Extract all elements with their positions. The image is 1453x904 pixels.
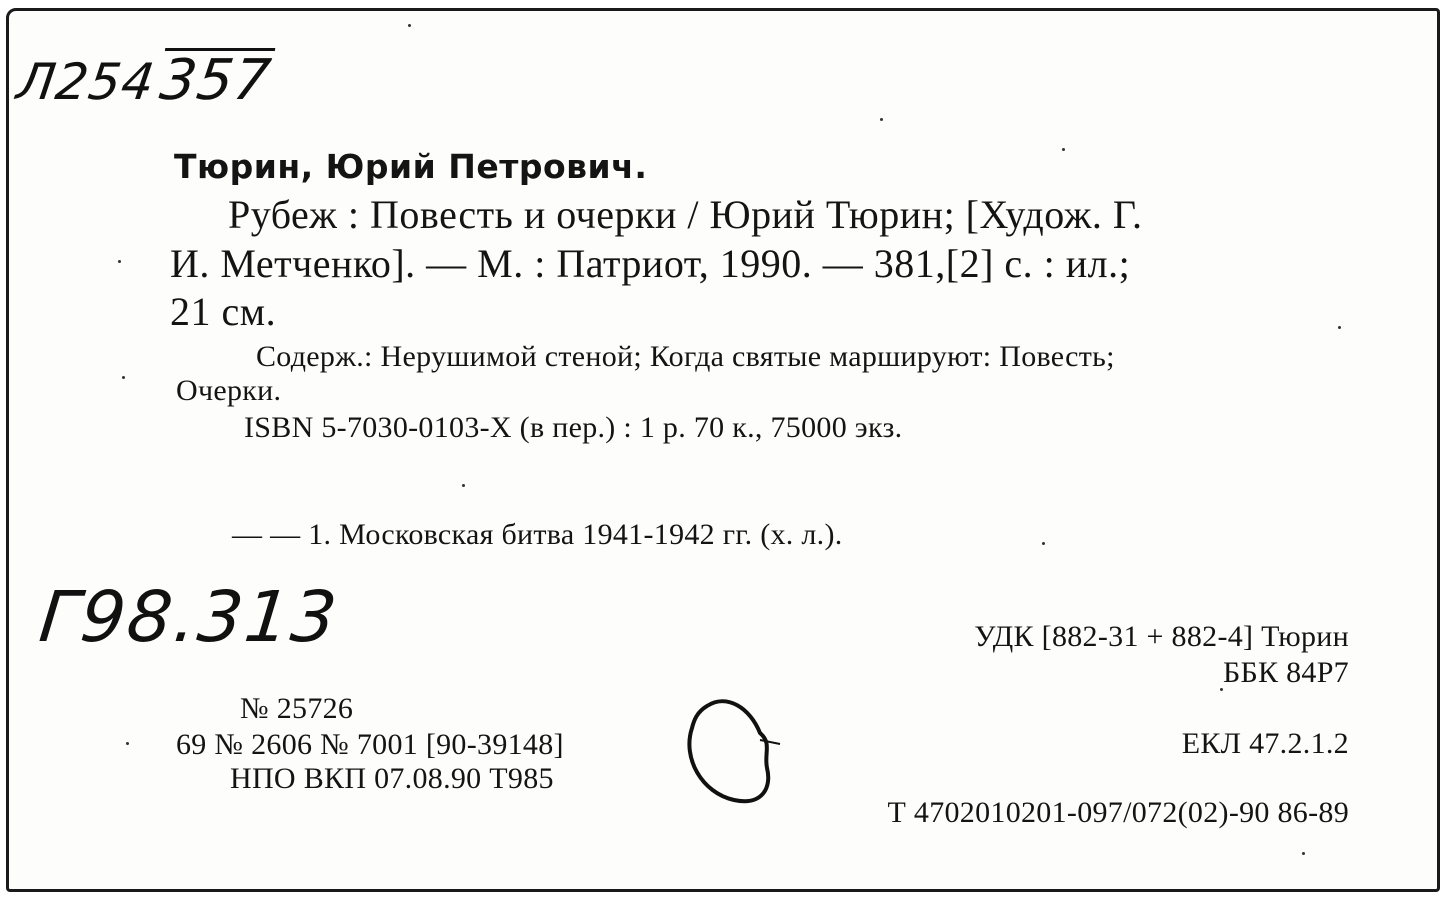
subject-heading: — — 1. Московская битва 1941-1942 гг. (х. л.). xyxy=(232,518,843,551)
speck xyxy=(1302,852,1305,855)
hand-drawn-loop-mark xyxy=(672,688,802,818)
speck xyxy=(1220,688,1223,691)
speck xyxy=(118,260,121,263)
title-line-1: Рубеж : Повесть и очерки / Юрий Тюрин; [Худож. Г. xyxy=(228,192,1143,237)
t-code: Т 4702010201-097/072(02)-90 86-89 xyxy=(887,796,1349,829)
handwritten-call-number xyxy=(13,48,276,113)
isbn-line: ISBN 5-7030-0103-X (в пер.) : 1 р. 70 к., 75000 экз. xyxy=(244,411,903,444)
author-heading: Тюрин, Юрий Петрович. xyxy=(174,147,648,186)
handwritten-shelf-mark: Г98.313 xyxy=(35,576,343,658)
bbk-code: ББК 84Р7 xyxy=(1222,656,1349,689)
contents-line-2: Очерки. xyxy=(176,374,282,407)
speck xyxy=(1338,326,1341,329)
title-line-2: И. Метченко]. — М. : Патриот, 1990. — 381,[2] с. : ил.; xyxy=(170,241,1131,286)
speck xyxy=(122,376,125,379)
speck xyxy=(1042,542,1045,545)
print-info-line-3: НПО ВКП 07.08.90 Т985 xyxy=(230,762,554,795)
speck xyxy=(1062,148,1065,151)
udk-code: УДК [882-31 + 882-4] Тюрин xyxy=(974,620,1349,653)
call-number-denominator: 357 xyxy=(156,48,276,113)
speck xyxy=(408,24,411,27)
contents-line-1: Содерж.: Нерушимой стеной; Когда святые маршируют: Повесть; xyxy=(256,340,1115,373)
print-info-line-2: 69 № 2606 № 7001 [90-39148] xyxy=(176,728,564,761)
title-line-3: 21 см. xyxy=(170,289,277,334)
speck xyxy=(126,742,129,745)
ekl-code: ЕКЛ 47.2.1.2 xyxy=(1181,727,1349,760)
speck xyxy=(462,484,465,487)
speck xyxy=(880,118,883,121)
call-number-prefix: Л254 xyxy=(13,53,159,111)
print-info-line-1: № 25726 xyxy=(240,692,354,725)
